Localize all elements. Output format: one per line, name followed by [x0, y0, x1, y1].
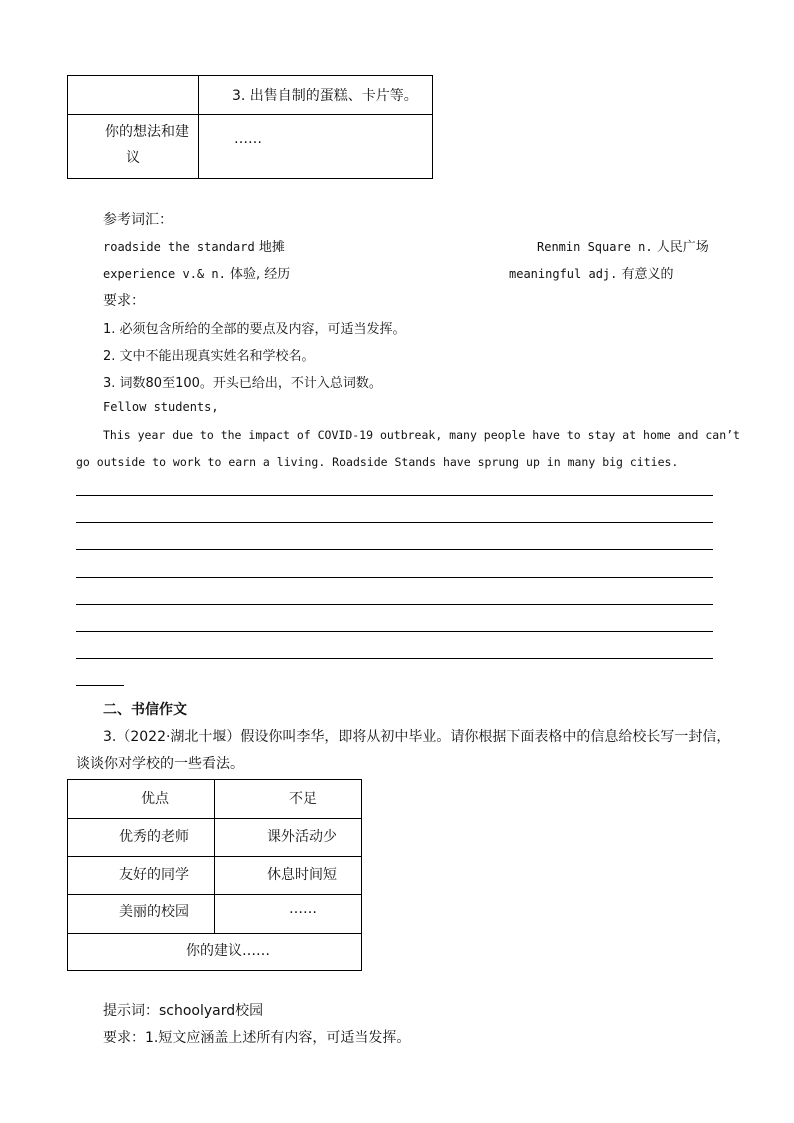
section-title: 二、书信作文 — [103, 702, 187, 718]
essay-salutation: Fellow students, — [103, 400, 219, 414]
vocab-item: meaningful adj. 有意义的 — [509, 267, 674, 282]
requirement-item: 1. 必须包含所给的全部的要点及内容，可适当发挥。 — [103, 322, 406, 337]
table-divider — [68, 114, 432, 115]
writing-line — [76, 522, 713, 523]
essay-line: This year due to the impact of COVID-19 outbreak, many people have to stay at home and can’t — [103, 428, 740, 442]
requirement-item: 3. 词数80至100。开头已给出，不计入总词数。 — [103, 376, 382, 391]
table-header: 不足 — [289, 791, 317, 807]
writing-line — [76, 631, 713, 632]
table-cell: 休息时间短 — [267, 867, 337, 883]
requirement-text: 要求：1.短文应涵盖上述所有内容，可适当发挥。 — [103, 1030, 411, 1046]
table-cell-label: 你的想法和建 — [105, 124, 189, 140]
writing-line — [76, 658, 713, 659]
hint-text: 提示词：schoolyard校园 — [103, 1003, 264, 1019]
table-cell: …… — [289, 901, 317, 917]
writing-line-short — [76, 685, 124, 686]
requirement-item: 2. 文中不能出现真实姓名和学校名。 — [103, 349, 315, 364]
table-cell-label: 议 — [126, 150, 140, 166]
writing-line — [76, 549, 713, 550]
school-evaluation-table — [67, 779, 362, 971]
table-cell: 优秀的老师 — [119, 829, 189, 845]
vocab-item: Renmin Square n. 人民广场 — [537, 240, 709, 255]
table-divider — [68, 933, 361, 934]
table-cell-item: 3. 出售自制的蛋糕、卡片等。 — [232, 88, 418, 104]
table-cell: 美丽的校园 — [119, 904, 189, 920]
section-prompt: 谈谈你对学校的一些看法。 — [76, 756, 244, 772]
section-prompt: 3.（2022·湖北十堰）假设你叫李华，即将从初中毕业。请你根据下面表格中的信息给校长写一封信， — [103, 729, 731, 745]
table-footer: 你的建议…… — [186, 943, 270, 959]
essay-line: go outside to work to earn a living. Roadside Stands have sprung up in many big cities. — [76, 455, 679, 469]
table-divider — [198, 76, 199, 178]
table-cell: 课外活动少 — [267, 829, 337, 845]
vocab-item: experience v.& n. 体验, 经历 — [103, 267, 291, 282]
writing-line — [76, 604, 713, 605]
table-divider — [68, 856, 361, 857]
writing-line — [76, 495, 713, 496]
vocab-heading: 参考词汇： — [103, 212, 173, 228]
table-divider — [68, 818, 361, 819]
requirements-heading: 要求： — [103, 293, 145, 309]
writing-line — [76, 577, 713, 578]
vocab-item: roadside the standard 地摊 — [103, 240, 285, 255]
info-table-top — [67, 75, 433, 179]
table-divider — [68, 894, 361, 895]
table-cell: 友好的同学 — [119, 867, 189, 883]
table-header: 优点 — [141, 791, 169, 807]
table-cell-value: …… — [234, 131, 262, 147]
